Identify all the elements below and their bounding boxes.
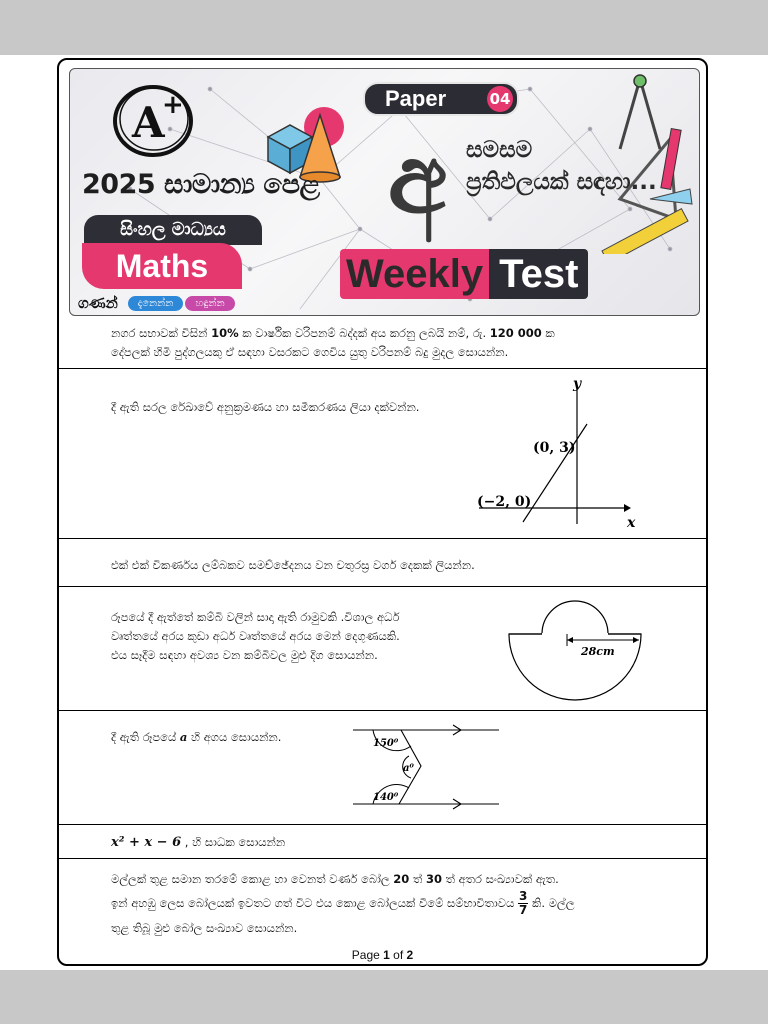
q1-rate: 10% <box>211 326 239 340</box>
tag-feel: දැනෙන්න <box>128 296 184 311</box>
question-1 <box>111 324 555 362</box>
footer-page-word: Page <box>351 948 380 962</box>
q5-text-a: දී ඇති රූපයේ <box>111 730 180 744</box>
weekly-word: Weekly <box>340 249 489 299</box>
q2-line-graph <box>459 372 649 532</box>
math-tools-icon <box>580 69 699 254</box>
footer-of-word: of <box>393 948 404 962</box>
paper-badge <box>363 82 519 116</box>
header-banner <box>69 68 700 316</box>
q6-text: , හි සාධක සොයන්න <box>181 835 286 849</box>
slogan-line-2: ප්‍රතිඵලයක් සඳහා... <box>466 169 657 195</box>
x-label: x <box>627 515 636 531</box>
separator <box>59 368 706 369</box>
svg-text:A: A <box>132 98 165 147</box>
slogan-line-1: සමසම <box>466 137 533 163</box>
weekly-test-banner <box>340 249 588 299</box>
footer-current-page: 1 <box>383 948 390 962</box>
paper-frame <box>57 58 708 966</box>
separator <box>59 586 706 587</box>
separator <box>59 538 706 539</box>
large-semicircle <box>509 634 641 700</box>
category-label: ගණන් <box>78 294 118 312</box>
question-6 <box>111 833 285 852</box>
angle-bottom-label: 140⁰ <box>373 792 399 803</box>
subject-label: Maths <box>82 243 242 289</box>
question-4 <box>111 608 400 665</box>
big-sinhala-letter: අ <box>388 123 448 235</box>
q7-number-1: 20 <box>393 872 410 886</box>
footer-total-pages: 2 <box>406 948 414 962</box>
q1-line-2: දේපලක් හිමි පුද්ගලයකු ඒ සඳහා වසරකට ගෙවිය යුතු වරිපනම් බදු මුදල සොයන්න. <box>111 345 509 359</box>
separator <box>59 710 706 711</box>
q6-expression: x² + x − 6 <box>111 835 182 850</box>
category-row <box>78 293 235 313</box>
q4-line-2: වෘත්තයේ අරය කුඩා අර්ධ වෘත්තයේ අරය මෙන් දෙගුණයකි. <box>111 629 400 643</box>
q7-number-2: 30 <box>425 872 442 886</box>
q5-variable: a <box>179 730 188 744</box>
x-arrow-icon <box>624 504 631 512</box>
q4-semicircle-frame <box>499 598 649 718</box>
q1-value: 120 000 <box>489 326 542 340</box>
dimension-label: 28cm <box>581 645 615 658</box>
fraction-denominator: 7 <box>519 903 528 917</box>
q7-fraction <box>518 890 528 917</box>
test-word: Test <box>489 249 588 299</box>
svg-text:+: + <box>162 90 184 120</box>
q5-text-b: හි අගය සොයන්න. <box>187 730 282 744</box>
page-footer <box>59 948 706 962</box>
separator <box>59 824 706 825</box>
paper-label: Paper <box>385 86 447 111</box>
fraction-numerator: 3 <box>519 889 528 903</box>
question-2: දී ඇති සරල රේඛාවේ අනුක්‍රමණය හා සමීකරණය ලියා දක්වන්න. <box>111 400 420 414</box>
q7-text-e: කි. මල්ල <box>528 896 575 910</box>
question-7 <box>111 868 574 939</box>
angle-mid-label: a⁰ <box>403 763 414 774</box>
q7-text-a: මල්ලක් තුළ සමාන තරමේ කොළ හා වෙනත් වර්ණ බෝල <box>111 872 394 886</box>
exam-title: 2025 සාමාන්‍ය පෙළ <box>82 169 320 200</box>
q1-text-c: ක <box>541 326 555 340</box>
q7-line-3: තුළ තිබූ මුළු බෝල සංඛ්‍යාව සොයන්න. <box>111 921 298 935</box>
q7-text-c: ත් අතර සංඛ්‍යාවක් ඇත. <box>441 872 559 886</box>
medium-label: සිංහල මාධ්‍යය <box>84 215 262 245</box>
angle-top-label: 150⁰ <box>373 738 399 749</box>
tag-identify: හඳුන්න <box>185 296 234 311</box>
document-page <box>0 55 768 970</box>
question-3: එක් එක් විකර්ණය ලම්බකව සමච්ඡේදනය වන චතුරස්‍ර වර්ග දෙකක් ලියන්න. <box>111 558 475 572</box>
small-semicircle <box>542 601 608 634</box>
y-label: y <box>573 376 582 392</box>
point-label-b: (−2, 0) <box>477 494 532 510</box>
paper-number: 04 <box>487 86 513 112</box>
a-plus-logo <box>110 79 196 159</box>
separator <box>59 858 706 859</box>
question-5 <box>111 728 281 747</box>
q4-line-1: රූපයේ දී ඇත්තේ කම්බි වලින් සාදා ඇති රාමුවකි .විශාල අර්ධ <box>111 610 400 624</box>
point-label-a: (0, 3) <box>533 440 576 456</box>
q1-text-a: නගර සභාවක් විසින් <box>111 326 212 340</box>
q7-text-d: ඉන් අහඹු ලෙස බෝලයක් ඉවතට ගත් විට එය කොළ බෝලයක් වීමේ සම්භාවිතාවය <box>111 896 518 910</box>
q7-text-b: ත් <box>409 872 426 886</box>
q4-line-3: එය සෑදීම සඳහා අවශ්‍ය වන කම්බිවල මුළු දිග සොයන්න. <box>111 648 378 662</box>
q1-text-b: ක වාර්ෂික වරිපනම් බද්දක් අය කරනු ලබයි නම්, රු. <box>238 326 490 340</box>
q5-parallel-lines-diagram <box>349 720 509 820</box>
